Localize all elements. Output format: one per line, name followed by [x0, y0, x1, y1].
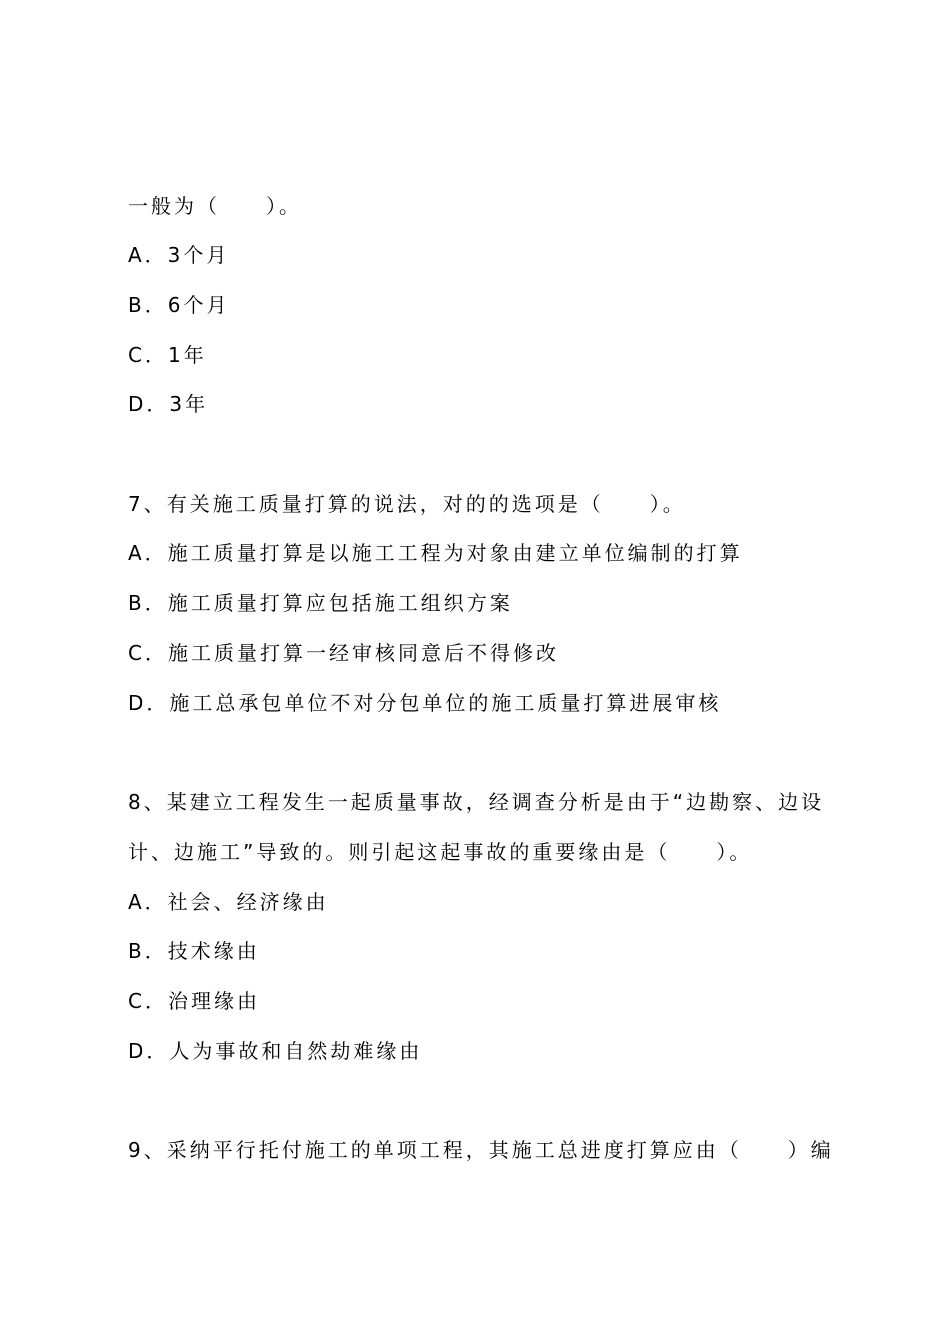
question-7-option-a: A．施工质量打算是以施工工程为对象由建立单位编制的打算: [128, 541, 743, 565]
question-8-stem-line-1: 8、某建立工程发生一起质量事故，经调查分析是由于“边勘察、边设: [128, 790, 825, 814]
question-9-stem-line-1: 9、采纳平行托付施工的单项工程，其施工总进度打算应由（ ）编: [128, 1138, 834, 1162]
question-8-option-a: A．社会、经济缘由: [128, 890, 329, 914]
question-7-option-c: C．施工质量打算一经审核同意后不得修改: [128, 641, 559, 665]
question-7-stem: 7、有关施工质量打算的说法，对的的选项是（ ）。: [128, 492, 686, 516]
question-8-option-c: C．治理缘由: [128, 989, 260, 1013]
question-6-option-c: C．1年: [128, 343, 207, 367]
question-8-option-d: D．人为事故和自然劫难缘由: [128, 1039, 423, 1063]
question-7-option-d: D．施工总承包单位不对分包单位的施工质量打算进展审核: [128, 691, 722, 715]
question-8-option-b: B．技术缘由: [128, 939, 260, 963]
question-6-option-a: A．3个月: [128, 243, 230, 267]
question-6-stem-tail: 一般为（ ）。: [128, 194, 302, 218]
question-8-stem-line-2: 计、边施工”导致的。则引起这起事故的重要缘由是（ ）。: [128, 840, 753, 864]
question-6-option-b: B．6个月: [128, 293, 230, 317]
question-7-option-b: B．施工质量打算应包括施工组织方案: [128, 591, 513, 615]
question-6-option-d: D．3年: [128, 392, 209, 416]
